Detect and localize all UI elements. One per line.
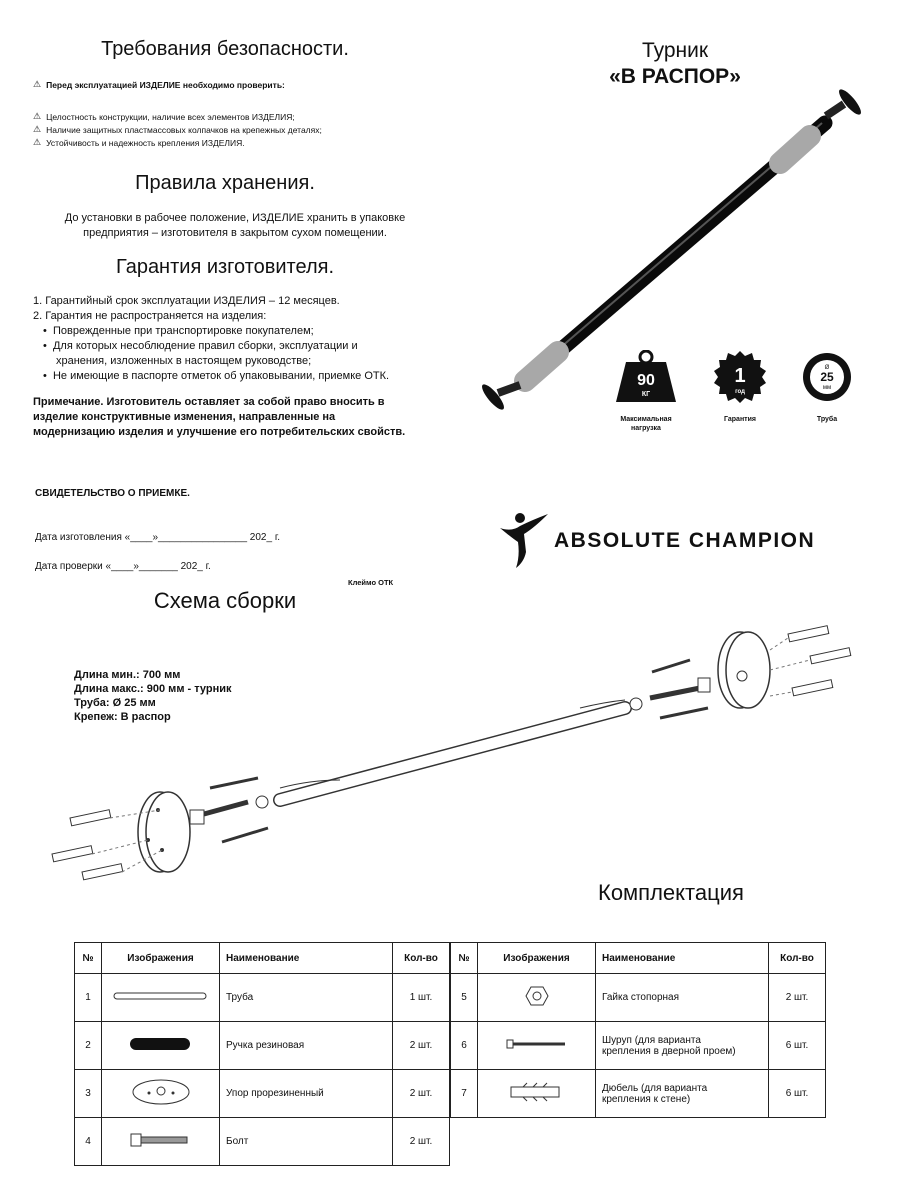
lock-nut-icon	[525, 985, 549, 1007]
screw-icon	[505, 1037, 569, 1051]
safety-section	[0, 38, 450, 61]
storage-title: Правила хранения.	[135, 172, 315, 194]
row-num: 5	[451, 974, 478, 1022]
badge-pipe-unit: мм	[822, 385, 832, 391]
warranty-sub-item: хранения, изложенных в настоящем руководстве;	[56, 355, 312, 367]
badge-warranty	[712, 350, 768, 424]
warranty-list	[33, 294, 443, 384]
col-num: №	[451, 943, 478, 974]
rubber-stop-icon	[129, 1077, 193, 1107]
badge-caption: нагрузка	[631, 425, 661, 432]
product-title-line: «В РАСПОР»	[609, 65, 741, 88]
warning-icon: ⚠	[33, 111, 42, 121]
kit-table-right	[450, 942, 826, 1118]
date-checked: Дата проверки «____»_______ 202_ г.	[35, 561, 211, 572]
warranty-sub-item: • Поврежденные при транспортировке покупателем;	[43, 325, 314, 337]
date-made: Дата изготовления «____»________________ 202_ г.	[35, 532, 281, 543]
col-qty: Кол-во	[769, 943, 826, 974]
row-qty: 6 шт.	[769, 1070, 826, 1118]
product-title	[575, 38, 775, 90]
row-name: Упор прорезиненный	[220, 1070, 393, 1118]
badge-pipe	[800, 352, 854, 424]
warning-icon: ⚠	[33, 124, 42, 134]
warning-icon: ⚠	[33, 137, 42, 147]
warranty-sub-item: • Для которых несоблюдение правил сборки, эксплуатации и	[43, 340, 358, 352]
row-name: Болт	[220, 1118, 393, 1166]
note-line: Примечание. Изготовитель оставляет за собой право вносить в	[33, 396, 385, 408]
rubber-handle-icon	[126, 1035, 196, 1053]
table-row	[75, 974, 450, 1022]
stamp-label: Клеймо ОТК	[348, 578, 394, 587]
storage-text	[35, 211, 435, 241]
row-num: 1	[75, 974, 102, 1022]
warning-icon: ⚠	[33, 79, 42, 89]
table-row	[451, 1070, 826, 1118]
warranty-item: 2. Гарантия не распространяется на изделия:	[33, 310, 267, 322]
spec-pipe: Труба: Ø 25 мм	[74, 697, 156, 709]
badge-caption: Гарантия	[724, 416, 756, 423]
table-row	[75, 1022, 450, 1070]
kit-title: Комплектация	[598, 880, 744, 905]
athlete-logo-icon	[498, 512, 550, 570]
safety-item: Устойчивость и надежность крепления ИЗДЕЛИЯ.	[46, 137, 245, 148]
assembly-title: Схема сборки	[153, 588, 297, 613]
row-name: Ручка резиновая	[220, 1022, 393, 1070]
row-name-line: крепления в дверной проем)	[602, 1045, 736, 1057]
table-row	[75, 1070, 450, 1118]
row-num: 7	[451, 1070, 478, 1118]
row-name-line: Дюбель (для варианта	[602, 1082, 708, 1094]
row-name-line: крепления к стене)	[602, 1093, 691, 1105]
safety-title: Требования безопасности.	[101, 38, 349, 60]
brand-name: ABSOLUTE CHAMPION	[554, 529, 816, 552]
badge-pipe-value: 25	[820, 370, 834, 384]
pipe-diameter-icon	[800, 352, 854, 402]
badge-caption: Максимальная	[620, 416, 672, 423]
warranty-item: 1. Гарантийный срок эксплуатации ИЗДЕЛИЯ – 12 месяцев.	[33, 295, 340, 307]
bolt-icon	[129, 1131, 193, 1149]
dowel-icon	[509, 1082, 565, 1102]
warranty-seal-icon	[712, 350, 768, 404]
pipe-icon	[113, 991, 209, 1001]
col-num: №	[75, 943, 102, 974]
weight-icon	[614, 350, 678, 404]
row-name	[596, 1022, 769, 1070]
safety-item: Целостность конструкции, наличие всех элементов ИЗДЕЛИЯ;	[46, 111, 295, 122]
note-line: изделие конструктивные изменения, направленные на	[33, 411, 336, 423]
safety-intro-row	[33, 78, 285, 91]
brand-logo	[498, 512, 815, 570]
product-title-line: Турник	[641, 39, 709, 62]
row-qty: 1 шт.	[393, 974, 450, 1022]
safety-item: Наличие защитных пластмассовых колпачков на крепежных деталях;	[46, 124, 322, 135]
storage-line: До установки в рабочее положение, ИЗДЕЛИЕ хранить в упаковке	[64, 212, 406, 224]
table-row	[451, 974, 826, 1022]
row-num: 4	[75, 1118, 102, 1166]
warranty-sub-item: • Не имеющие в паспорте отметок об упаковывании, приемке ОТК.	[43, 370, 390, 382]
row-name: Гайка стопорная	[596, 974, 769, 1022]
row-name	[596, 1070, 769, 1118]
col-name: Наименование	[596, 943, 769, 974]
row-qty: 6 шт.	[769, 1022, 826, 1070]
row-qty: 2 шт.	[769, 974, 826, 1022]
spec-mount: Крепеж: В распор	[74, 711, 171, 723]
badge-load-value: 90	[637, 372, 655, 389]
table-row	[451, 1022, 826, 1070]
table-row	[75, 1118, 450, 1166]
spec-max-length: Длина макс.: 900 мм - турник	[74, 683, 232, 695]
row-name: Труба	[220, 974, 393, 1022]
row-qty: 2 шт.	[393, 1118, 450, 1166]
row-qty: 2 шт.	[393, 1022, 450, 1070]
badge-warranty-unit: год	[735, 389, 745, 395]
col-image: Изображения	[478, 943, 596, 974]
kit-table-left	[74, 942, 450, 1166]
badge-pipe-symbol: Ø	[824, 365, 830, 371]
safety-intro: Перед эксплуатацией ИЗДЕЛИЕ необходимо проверить:	[46, 79, 285, 90]
certificate-title: СВИДЕТЕЛЬСТВО О ПРИЕМКЕ.	[35, 488, 190, 499]
assembly-diagram	[40, 610, 870, 900]
col-name: Наименование	[220, 943, 393, 974]
badge-warranty-value: 1	[734, 365, 746, 387]
badge-load	[614, 350, 678, 433]
row-num: 6	[451, 1022, 478, 1070]
badge-caption: Труба	[816, 416, 838, 423]
warranty-title: Гарантия изготовителя.	[115, 256, 335, 278]
row-qty: 2 шт.	[393, 1070, 450, 1118]
spec-min-length: Длина мин.: 700 мм	[74, 669, 181, 681]
storage-line: предприятия – изготовителя в закрытом сухом помещении.	[83, 227, 387, 239]
row-num: 3	[75, 1070, 102, 1118]
note-line: модернизацию изделия и улучшение его потребительских свойств.	[33, 426, 406, 438]
safety-list	[33, 110, 322, 149]
col-qty: Кол-во	[393, 943, 450, 974]
col-image: Изображения	[102, 943, 220, 974]
row-num: 2	[75, 1022, 102, 1070]
warranty-note	[33, 395, 405, 440]
row-name-line: Шуруп (для варианта	[602, 1034, 701, 1046]
badge-load-unit: КГ	[641, 391, 651, 398]
